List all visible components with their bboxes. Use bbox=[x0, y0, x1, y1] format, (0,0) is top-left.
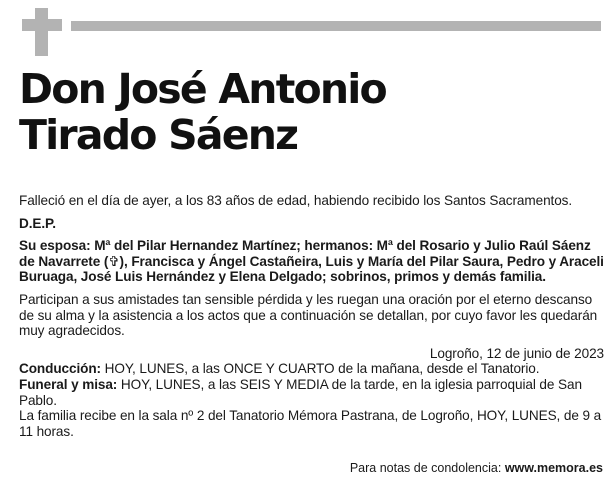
funeral-details: HOY, LUNES, a las SEIS Y MEDIA de la tarde, en la iglesia parroquial de San Pablo. bbox=[19, 376, 582, 408]
conduccion-line bbox=[19, 361, 604, 377]
intro-text: Falleció en el día de ayer, a los 83 años de edad, habiendo recibido los Santos Sacramentos. bbox=[19, 193, 573, 208]
funeral-label: Funeral y misa: bbox=[19, 376, 118, 392]
latin-cross-icon bbox=[22, 8, 62, 56]
header-rule bbox=[71, 21, 601, 31]
deceased-name-line-1: Don José Antonio bbox=[19, 65, 386, 113]
deceased-name-line-2: Tirado Sáenz bbox=[19, 111, 298, 159]
condolence-label: Para notas de condolencia: bbox=[349, 461, 505, 475]
deceased-name bbox=[19, 66, 604, 158]
conduccion-label: Conducción: bbox=[19, 361, 101, 377]
invitation-text: Participan a sus amistades tan sensible pérdida y les ruegan una oración por el eterno descanso de su alma y la asistencia a los actos que a continuación se detallan, por cuyo favor les quedarán muy agradecidos. bbox=[19, 291, 598, 339]
place-date: Logroño, 12 de junio de 2023 bbox=[429, 345, 604, 361]
family-list: Su esposa: Mª del Pilar Hernandez Martínez; hermanos: Mª del Rosario y Julio Raúl Sáenz de Navarrete (✞), Francisca y Ángel Castañeira, Luis y María del Pilar Saura, Pedro y Araceli Buruaga, José Luis Hernández y Elena Delgado; sobrinos, primos y demás familia. bbox=[19, 238, 604, 285]
obituary-body bbox=[19, 193, 604, 439]
condolence-site-link[interactable]: www.memora.es bbox=[504, 461, 603, 475]
funeral-line bbox=[19, 377, 604, 408]
dep-text: D.E.P. bbox=[19, 215, 56, 231]
condolence-footer bbox=[350, 461, 603, 476]
conduccion-details: HOY, LUNES, a las ONCE Y CUARTO de la mañana, desde el Tanatorio. bbox=[100, 361, 540, 377]
family-reception-text: La familia recibe en la sala nº 2 del Tanatorio Mémora Pastrana, de Logroño, HOY, LUNES, de 9 a 11 horas. bbox=[19, 408, 602, 439]
